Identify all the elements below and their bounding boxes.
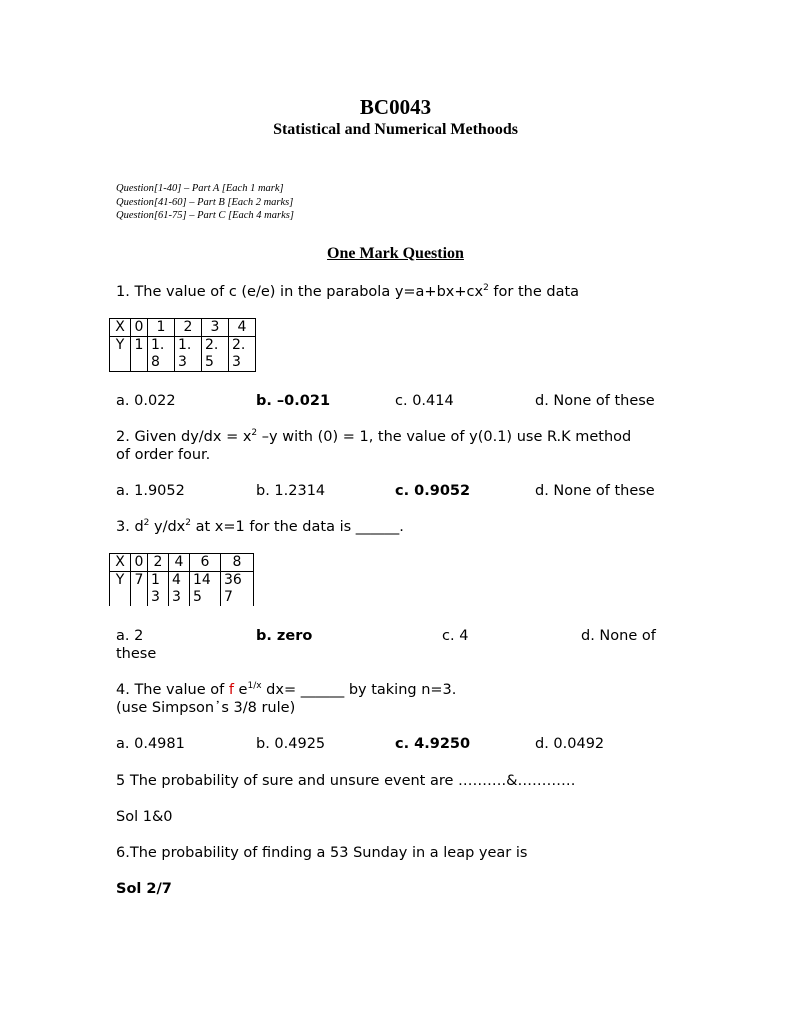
question-2-text-part: 2. Given dy/dx = x: [116, 429, 252, 445]
cell-line: 5: [205, 354, 214, 370]
question-4-text: [116, 681, 666, 717]
marking-line-part-c: Question[61-75] – Part C [Each 4 marks]: [116, 210, 294, 221]
table-cell: X: [110, 554, 131, 572]
question-5-text: 5 The probability of sure and unsure event are ……….&…………: [116, 773, 576, 789]
q3-option-b: b. zero: [256, 628, 313, 644]
table-cell: [148, 337, 175, 372]
cell-line: 5: [193, 589, 202, 605]
table-cell: [221, 572, 254, 607]
table-cell: X: [110, 319, 131, 337]
table-cell: 1: [148, 319, 175, 337]
question-6-solution: Sol 2/7: [116, 881, 172, 897]
cell-line: 36: [224, 572, 242, 588]
question-3-text-part: y/dx: [149, 519, 186, 535]
table-cell: 6: [190, 554, 221, 572]
q4-option-c: c. 4.9250: [395, 736, 471, 752]
table-cell: [202, 337, 229, 372]
marking-scheme: [116, 182, 294, 223]
cell-line: 14: [193, 572, 211, 588]
cell-line: 1.: [178, 337, 192, 353]
cell-line: 3: [151, 589, 160, 605]
question-2-line: [116, 428, 666, 446]
question-2-text-part: –y with (0) = 1, the value of y(0.1) use R.K method: [257, 429, 632, 445]
section-heading: One Mark Question: [327, 245, 464, 262]
table-cell: [190, 572, 221, 607]
table-cell: 4: [229, 319, 256, 337]
table-cell: Y: [110, 337, 131, 372]
table-cell: [175, 337, 202, 372]
question-4-line: [116, 681, 666, 699]
q3-option-c: c. 4: [442, 628, 469, 644]
question-2-line: of order four.: [116, 447, 211, 463]
q1-option-b: b. –0.021: [256, 393, 331, 409]
table-cell: 3: [202, 319, 229, 337]
cell-line: 1.: [151, 337, 165, 353]
question-1-exponent: 2: [483, 283, 489, 294]
cell-line: 4: [172, 572, 181, 588]
table-cell: [169, 572, 190, 607]
table-row-x: [110, 319, 256, 337]
question-3-text-part: at x=1 for the data is ______.: [191, 519, 404, 535]
q3-option-a: a. 2: [116, 628, 144, 644]
table-cell: [229, 337, 256, 372]
cell-line: 7: [134, 572, 144, 588]
cell-line: 3: [172, 589, 181, 605]
table-cell: 0: [131, 319, 148, 337]
table-cell: Y: [110, 572, 131, 607]
table-cell: [131, 337, 148, 372]
q1-option-d: d. None of these: [535, 393, 655, 409]
table-cell: 4: [169, 554, 190, 572]
table-cell: 8: [221, 554, 254, 572]
question-3-data-table: [109, 553, 254, 606]
cell-line: 8: [151, 354, 160, 370]
cell-line: 2.: [205, 337, 219, 353]
q3-option-d-wrap: these: [116, 646, 157, 662]
question-4-exponent: 1/x: [247, 681, 262, 692]
question-6-text: 6.The probability of finding a 53 Sunday in a leap year is: [116, 845, 528, 861]
table-row-y: [110, 337, 256, 372]
question-1-text: [116, 283, 666, 301]
q3-option-d: d. None of: [581, 628, 656, 644]
q2-option-d: d. None of these: [535, 483, 655, 499]
marking-line-part-b: Question[41-60] – Part B [Each 2 marks]: [116, 196, 294, 208]
question-4-text-part: e: [233, 682, 248, 698]
cell-line: 7: [224, 589, 233, 605]
question-5-solution: Sol 1&0: [116, 809, 173, 825]
question-2-exponent: 2: [251, 428, 258, 439]
question-1-text-part: 1. The value of c (e/e) in the parabola y=a+bx+cx: [116, 284, 484, 300]
document-code: BC0043: [359, 95, 432, 119]
table-cell: [148, 572, 169, 607]
question-4-text-part: 4. The value of: [116, 682, 229, 698]
cell-line: 1: [151, 572, 160, 588]
table-row-x: [110, 554, 254, 572]
q4-option-b: b. 0.4925: [256, 736, 326, 752]
q1-option-c: c. 0.414: [395, 393, 454, 409]
q2-option-c: c. 0.9052: [395, 483, 471, 499]
question-2-text: [116, 428, 666, 464]
table-cell: 0: [131, 554, 148, 572]
question-4-line: (use Simpson᾽s 3/8 rule): [116, 700, 296, 716]
question-3-text-part: 3. d: [116, 519, 144, 535]
question-1-text-part: for the data: [488, 284, 580, 300]
table-cell: 2: [175, 319, 202, 337]
marking-line-part-a: Question[1-40] – Part A [Each 1 mark]: [116, 183, 284, 194]
question-3-exponent: 2: [185, 518, 191, 529]
question-3-text: [116, 518, 666, 536]
q2-option-a: a. 1.9052: [116, 483, 185, 499]
table-cell: 2: [148, 554, 169, 572]
cell-line: 2.: [232, 337, 246, 353]
q2-option-b: b. 1.2314: [256, 483, 326, 499]
integral-symbol: f: [228, 682, 234, 698]
q4-option-a: a. 0.4981: [116, 736, 185, 752]
cell-line: 3: [178, 354, 187, 370]
cell-line: 1: [134, 337, 144, 353]
cell-line: 3: [232, 354, 241, 370]
question-3-exponent: 2: [143, 518, 150, 529]
q4-option-d: d. 0.0492: [535, 736, 605, 752]
question-4-text-part: dx= ______ by taking n=3.: [261, 682, 457, 698]
q1-option-a: a. 0.022: [116, 393, 176, 409]
table-row-y: [110, 572, 254, 607]
question-1-data-table: [109, 318, 256, 372]
table-cell: [131, 572, 148, 607]
document-title: Statistical and Numerical Methoods: [273, 121, 518, 138]
